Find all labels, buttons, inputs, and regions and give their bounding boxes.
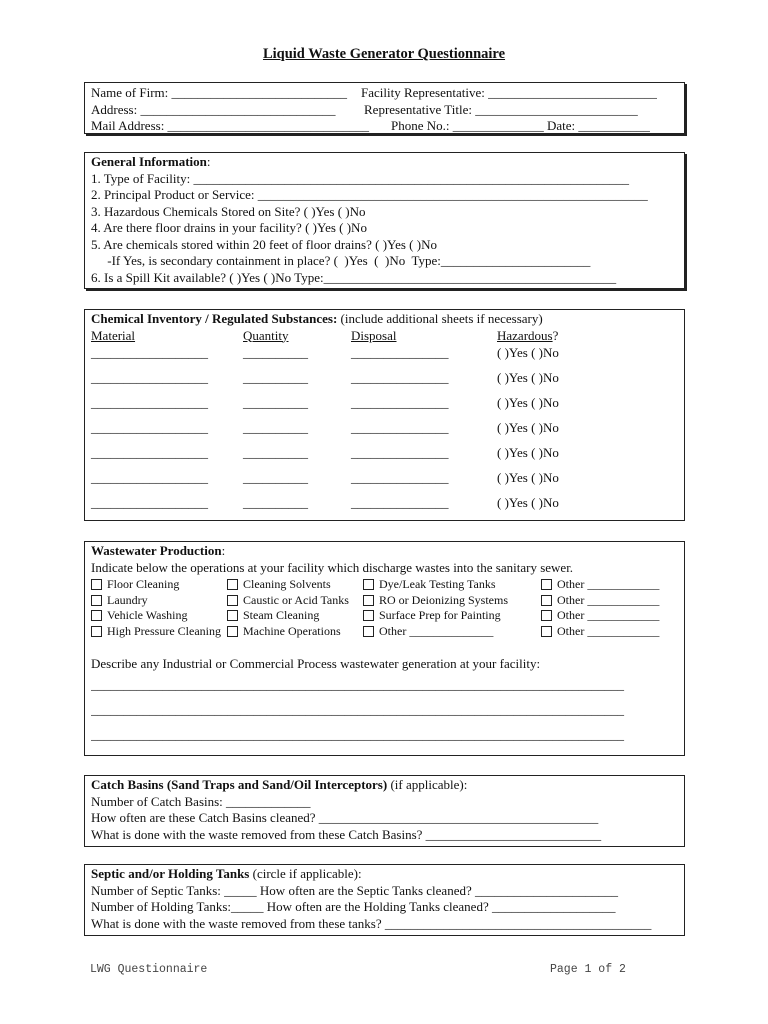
wastewater-option-label: RO or Deionizing Systems xyxy=(379,592,508,607)
catch-question-3[interactable]: What is done with the waste removed from these Catch Basins? ___________________________ xyxy=(91,826,602,842)
general-heading-text: General Information xyxy=(91,154,207,169)
column-disposal: Disposal xyxy=(351,327,397,343)
checkbox[interactable] xyxy=(541,626,552,637)
wastewater-option-label: Other ____________ xyxy=(557,623,660,638)
column-hazardous-label: Hazardous xyxy=(497,327,553,343)
checkbox[interactable] xyxy=(363,626,374,637)
general-information-section xyxy=(84,152,685,289)
quantity-blank[interactable]: __________ xyxy=(243,344,308,360)
material-blank[interactable]: __________________ xyxy=(91,419,208,435)
catch-heading-note: (if applicable): xyxy=(387,777,468,792)
disposal-blank[interactable]: _______________ xyxy=(351,469,449,485)
wastewater-option-label: Machine Operations xyxy=(243,623,341,638)
chemical-row xyxy=(91,395,678,420)
wastewater-option[interactable] xyxy=(91,577,227,593)
document-title: Liquid Waste Generator Questionnaire xyxy=(262,46,506,62)
chemical-row xyxy=(91,345,678,370)
firm-row-1 xyxy=(91,85,678,102)
wastewater-option-label: Steam Cleaning xyxy=(243,608,320,623)
chemical-heading-note: (include additional sheets if necessary) xyxy=(337,311,543,326)
disposal-blank[interactable]: _______________ xyxy=(351,419,449,435)
wastewater-option-label: High Pressure Cleaning xyxy=(107,623,221,638)
general-item-4[interactable]: 4. Are there floor drains in your facility? ( )Yes ( )No xyxy=(91,220,367,235)
hazardous-yes-no[interactable]: ( )Yes ( )No xyxy=(497,344,559,360)
phone-date-field[interactable]: Phone No.: ______________ Date: ___________ xyxy=(391,118,650,133)
name-of-firm-field[interactable]: Name of Firm: ___________________________ xyxy=(91,85,348,100)
wastewater-option[interactable] xyxy=(541,593,677,609)
catch-heading xyxy=(91,777,678,794)
wastewater-option-label: Dye/Leak Testing Tanks xyxy=(379,577,496,592)
septic-heading-text: Septic and/or Holding Tanks xyxy=(91,866,250,881)
column-hazardous-suffix: ? xyxy=(552,327,559,343)
septic-question-2[interactable]: Number of Holding Tanks:_____ How often are the Holding Tanks cleaned? ___________________ xyxy=(91,899,616,914)
checkbox[interactable] xyxy=(227,595,238,606)
wastewater-heading xyxy=(91,543,678,560)
wastewater-option-label: Surface Prep for Painting xyxy=(379,608,501,623)
chemical-row xyxy=(91,420,678,445)
disposal-blank[interactable]: _______________ xyxy=(351,394,449,410)
checkbox[interactable] xyxy=(363,610,374,621)
mail-address-field[interactable]: Mail Address: _______________________________ xyxy=(91,118,370,133)
chemical-row xyxy=(91,370,678,395)
chemical-row xyxy=(91,445,678,470)
septic-question-3[interactable]: What is done with the waste removed from these tanks? _________________________________________ xyxy=(91,915,652,931)
wastewater-describe-prompt: Describe any Industrial or Commercial Process wastewater generation at your facility: xyxy=(91,656,541,671)
chemical-heading xyxy=(91,311,678,328)
footer-left: LWG Questionnaire xyxy=(90,963,208,976)
quantity-blank[interactable]: __________ xyxy=(243,444,308,460)
wastewater-option[interactable] xyxy=(91,624,227,640)
wastewater-option[interactable] xyxy=(227,624,363,640)
chemical-column-headers xyxy=(91,328,678,345)
quantity-blank[interactable]: __________ xyxy=(243,469,308,485)
checkbox[interactable] xyxy=(227,610,238,621)
checkbox[interactable] xyxy=(541,579,552,590)
quantity-blank[interactable]: __________ xyxy=(243,369,308,385)
checkbox[interactable] xyxy=(91,579,102,590)
wastewater-option-label: Cleaning Solvents xyxy=(243,577,331,592)
septic-holding-tanks-section xyxy=(84,864,685,936)
quantity-blank[interactable]: __________ xyxy=(243,419,308,435)
checkbox[interactable] xyxy=(91,610,102,621)
chemical-row xyxy=(91,470,678,495)
representative-title-field[interactable]: Representative Title: _________________________ xyxy=(364,101,638,117)
catch-heading-text: Catch Basins (Sand Traps and Sand/Oil Interceptors) xyxy=(91,777,388,792)
disposal-blank[interactable]: _______________ xyxy=(351,494,449,510)
disposal-blank[interactable]: _______________ xyxy=(351,369,449,385)
general-item-1[interactable]: 1. Type of Facility: ___________________________________________________________________ xyxy=(91,170,629,186)
column-quantity: Quantity xyxy=(243,327,289,343)
quantity-blank[interactable]: __________ xyxy=(243,494,308,510)
disposal-blank[interactable]: _______________ xyxy=(351,444,449,460)
checkbox[interactable] xyxy=(91,626,102,637)
wastewater-option-label: Other ____________ xyxy=(557,592,660,607)
wastewater-option-label: Floor Cleaning xyxy=(107,577,180,592)
wastewater-describe-line-2[interactable]: __________________________________________________________________________________ xyxy=(91,701,624,717)
firm-row-3 xyxy=(91,118,678,135)
checkbox[interactable] xyxy=(91,595,102,606)
firm-row-2 xyxy=(91,102,678,119)
checkbox[interactable] xyxy=(541,595,552,606)
septic-question-1[interactable]: Number of Septic Tanks: _____ How often are the Septic Tanks cleaned? ______________________ xyxy=(91,882,618,898)
checkbox[interactable] xyxy=(227,626,238,637)
wastewater-option[interactable] xyxy=(363,624,541,640)
septic-heading-note: (circle if applicable): xyxy=(249,866,362,881)
catch-question-1[interactable]: Number of Catch Basins: _____________ xyxy=(91,793,311,809)
general-item-5-followup[interactable]: -If Yes, is secondary containment in place? ( )Yes ( )No Type:_______________________ xyxy=(91,253,591,268)
footer-page-number: Page 1 of 2 xyxy=(550,963,626,976)
chemical-heading-text: Chemical Inventory / Regulated Substances: xyxy=(91,311,338,326)
general-heading-suffix: : xyxy=(206,154,211,169)
checkbox[interactable] xyxy=(363,579,374,590)
wastewater-option[interactable] xyxy=(363,593,541,609)
column-material: Material xyxy=(91,327,136,343)
material-blank[interactable]: __________________ xyxy=(91,444,208,460)
wastewater-option[interactable] xyxy=(541,577,677,593)
wastewater-option[interactable] xyxy=(227,577,363,593)
disposal-blank[interactable]: _______________ xyxy=(351,344,449,360)
material-blank[interactable]: __________________ xyxy=(91,369,208,385)
general-item-6[interactable]: 6. Is a Spill Kit available? ( )Yes ( )No Type:_____________________________________________ xyxy=(91,269,617,285)
wastewater-options-grid xyxy=(91,577,678,639)
wastewater-option-label: Other ______________ xyxy=(379,623,494,638)
chemical-inventory-section xyxy=(84,309,685,521)
wastewater-option[interactable] xyxy=(91,608,227,624)
wastewater-option[interactable] xyxy=(541,608,677,624)
wastewater-describe-line-3[interactable]: __________________________________________________________________________________ xyxy=(91,726,624,742)
wastewater-option-label: Caustic or Acid Tanks xyxy=(243,592,349,607)
material-blank[interactable]: __________________ xyxy=(91,394,208,410)
chemical-rows xyxy=(91,345,678,520)
wastewater-heading-suffix: : xyxy=(221,543,226,558)
wastewater-heading-text: Wastewater Production xyxy=(91,543,222,558)
hazardous-yes-no[interactable]: ( )Yes ( )No xyxy=(497,494,559,510)
wastewater-option[interactable] xyxy=(363,608,541,624)
material-blank[interactable]: __________________ xyxy=(91,494,208,510)
septic-heading xyxy=(91,866,678,883)
quantity-blank[interactable]: __________ xyxy=(243,394,308,410)
column-hazardous xyxy=(497,328,647,345)
general-heading xyxy=(91,154,678,171)
hazardous-yes-no[interactable]: ( )Yes ( )No xyxy=(497,369,559,385)
hazardous-yes-no[interactable]: ( )Yes ( )No xyxy=(497,444,559,460)
hazardous-yes-no[interactable]: ( )Yes ( )No xyxy=(497,469,559,485)
wastewater-instruction: Indicate below the operations at your facility which discharge wastes into the sanitary sewer. xyxy=(91,559,574,575)
wastewater-option-label: Laundry xyxy=(107,592,148,607)
facility-representative-field[interactable]: Facility Representative: __________________________ xyxy=(361,85,658,100)
material-blank[interactable]: __________________ xyxy=(91,344,208,360)
address-field[interactable]: Address: ______________________________ xyxy=(91,101,336,117)
wastewater-option[interactable] xyxy=(91,593,227,609)
catch-question-2[interactable]: How often are these Catch Basins cleaned? ___________________________________________ xyxy=(91,810,599,825)
checkbox[interactable] xyxy=(541,610,552,621)
wastewater-option-label: Other ____________ xyxy=(557,577,660,592)
chemical-row xyxy=(91,495,678,520)
wastewater-option[interactable] xyxy=(227,608,363,624)
general-item-2[interactable]: 2. Principal Product or Service: ____________________________________________________________ xyxy=(91,187,648,202)
wastewater-option-label: Vehicle Washing xyxy=(107,608,188,623)
wastewater-option[interactable] xyxy=(541,624,677,640)
general-item-5[interactable]: 5. Are chemicals stored within 20 feet of floor drains? ( )Yes ( )No xyxy=(91,236,437,252)
checkbox[interactable] xyxy=(363,595,374,606)
general-item-3[interactable]: 3. Hazardous Chemicals Stored on Site? ( )Yes ( )No xyxy=(91,203,366,219)
wastewater-option[interactable] xyxy=(363,577,541,593)
material-blank[interactable]: __________________ xyxy=(91,469,208,485)
catch-basins-section xyxy=(84,775,685,847)
wastewater-option[interactable] xyxy=(227,593,363,609)
hazardous-yes-no[interactable]: ( )Yes ( )No xyxy=(497,419,559,435)
wastewater-option-label: Other ____________ xyxy=(557,608,660,623)
wastewater-describe-line-1[interactable]: __________________________________________________________________________________ xyxy=(91,676,624,692)
checkbox[interactable] xyxy=(227,579,238,590)
wastewater-production-section xyxy=(84,541,685,756)
hazardous-yes-no[interactable]: ( )Yes ( )No xyxy=(497,394,559,410)
firm-info-section xyxy=(84,82,685,134)
